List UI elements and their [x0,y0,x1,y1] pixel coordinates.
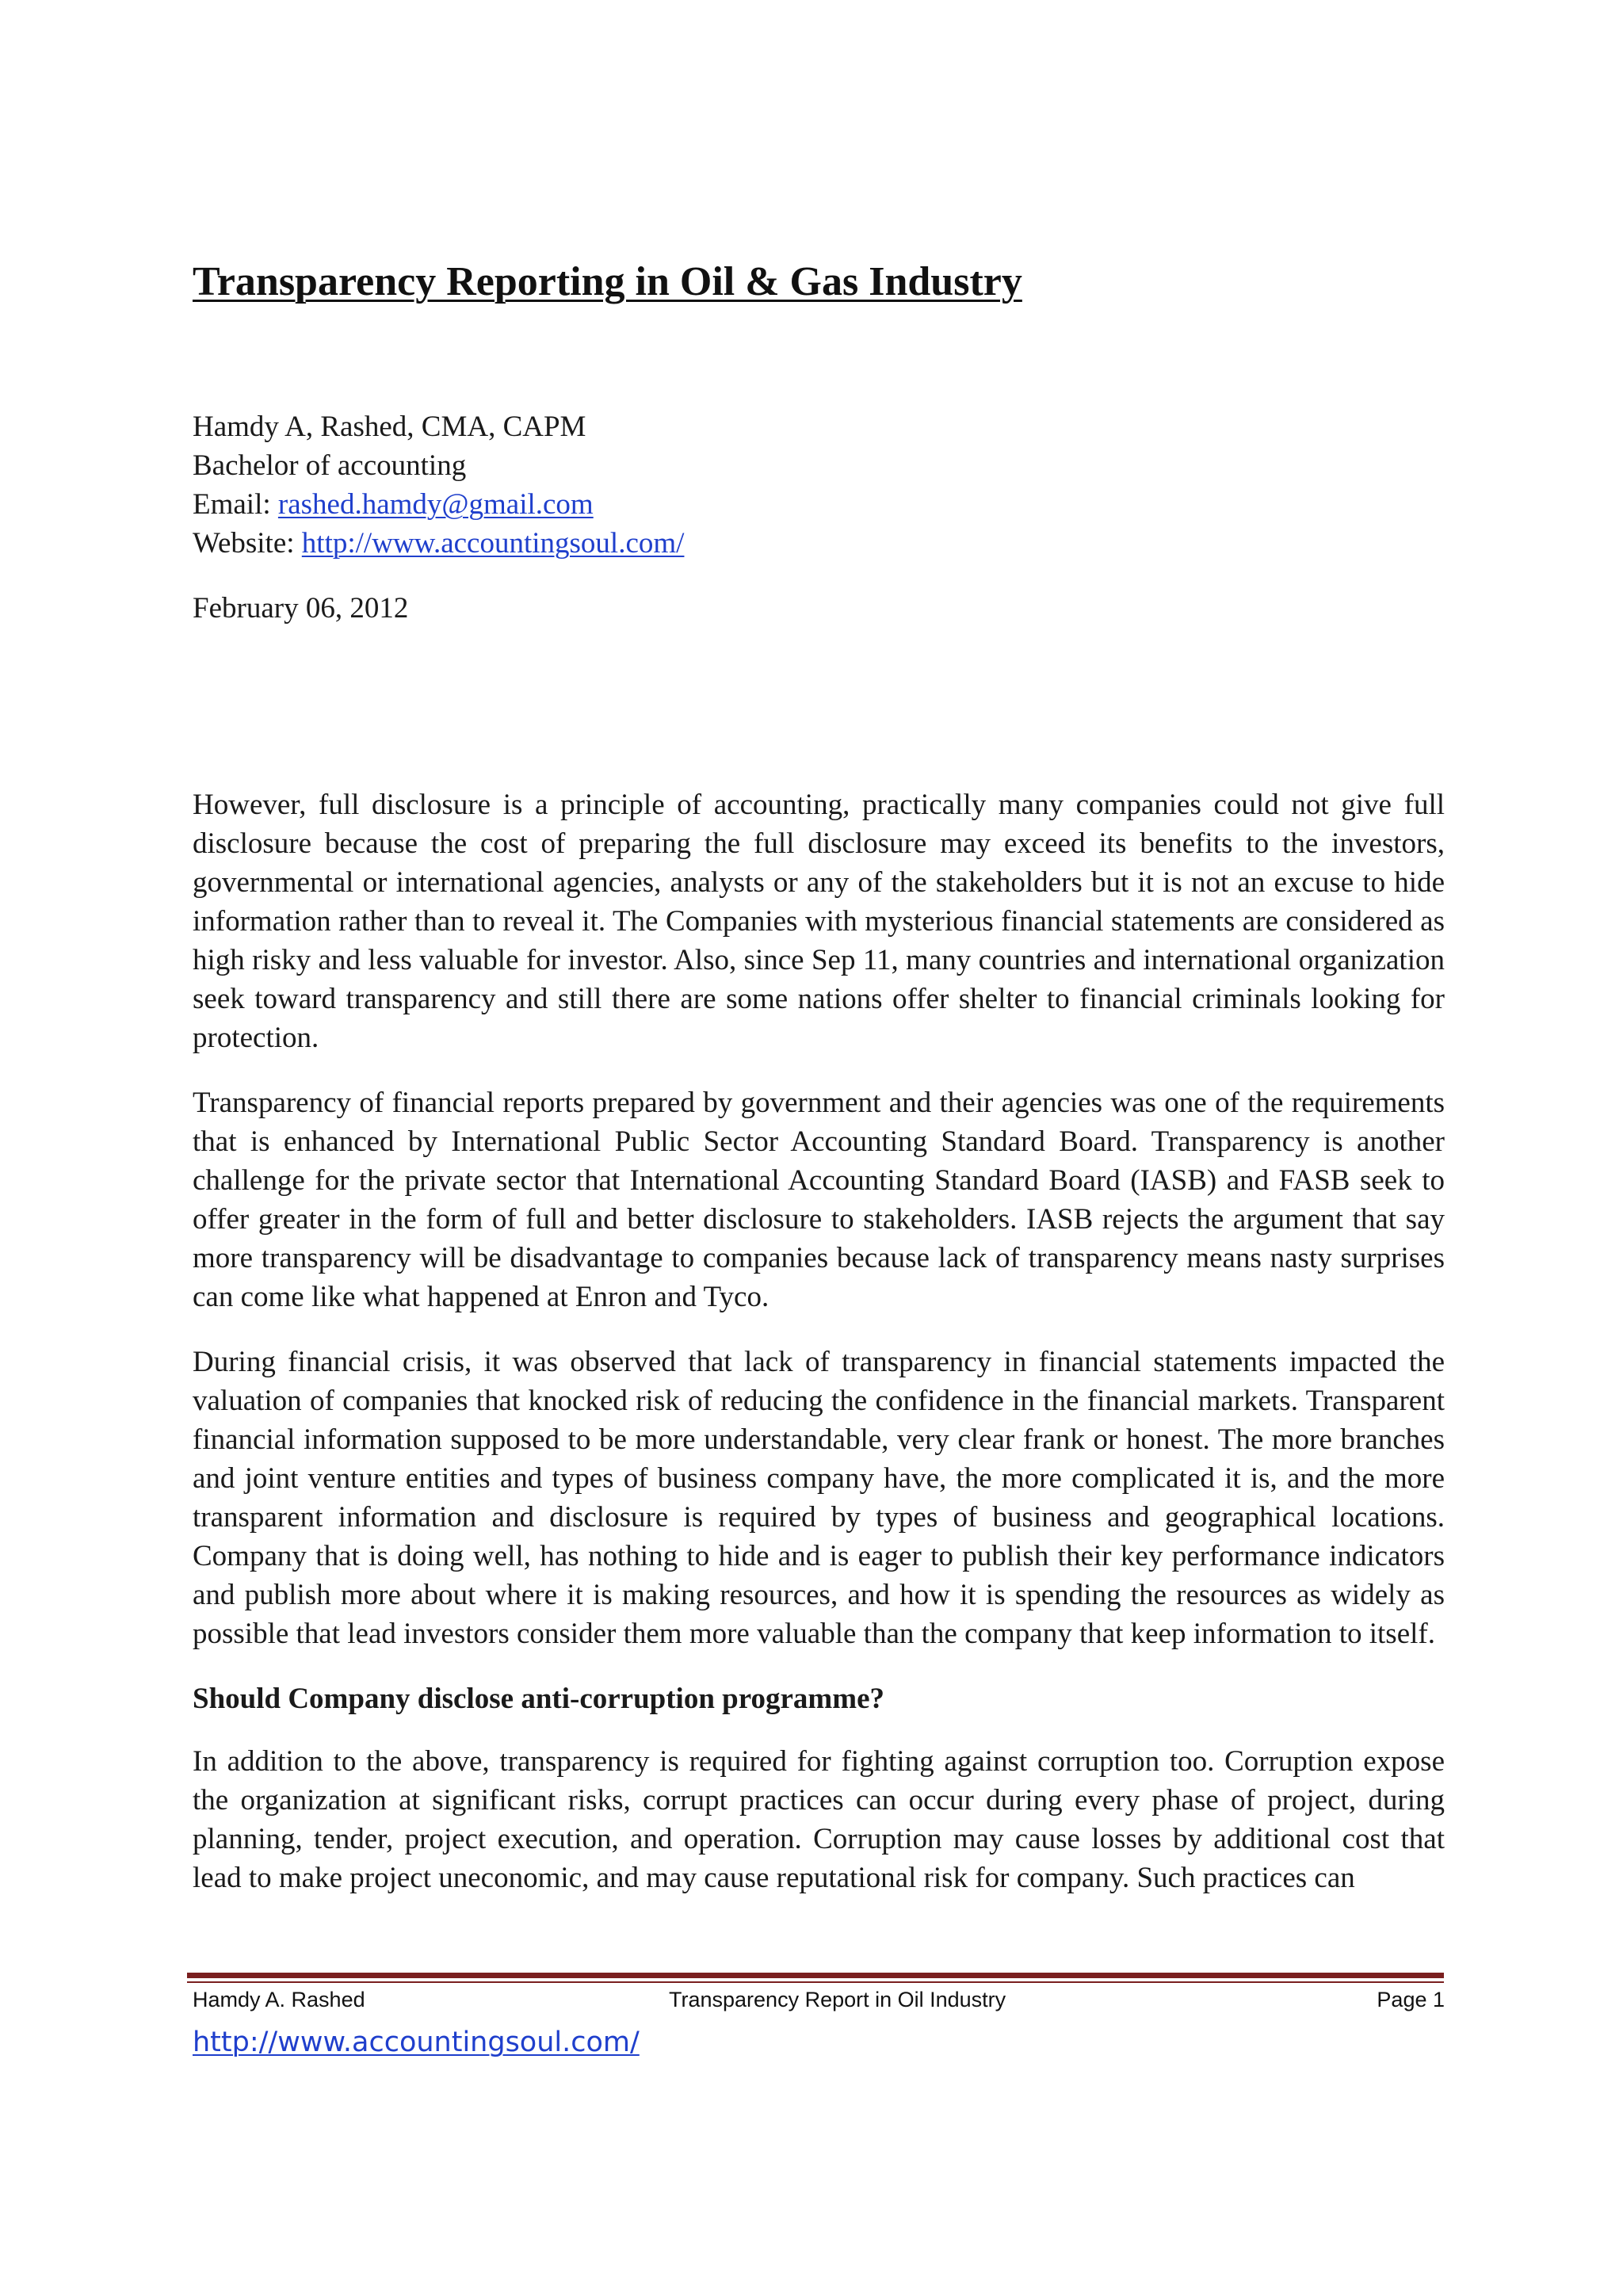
document-date: February 06, 2012 [193,592,409,625]
website-label: Website: [193,527,295,560]
footer-rule-thin [187,1981,1444,1983]
document-title: Transparency Reporting in Oil & Gas Industry [193,259,1022,304]
body-paragraph-3: During financial crisis, it was observed that lack of transparency in financial statements impacted the valuation of companies that knocked risk of reducing the confidence in the financial markets. Transparent financial information supposed to be more understandable, very clear frank or honest. The more branches and joint venture entities and types of business company have, the more complicated it is, and the more transparent information and disclosure is required by types of business and geographical locations. Company that is doing well, has nothing to hide and is eager to publish their key performance indicators and publish more about where it is making resources, and how it is spending the resources as widely as possible that lead investors consider them more valuable than the company that keep information to itself. [193,1346,1445,1650]
email-label: Email: [193,488,271,521]
footer-title: Transparency Report in Oil Industry [669,1988,1006,2011]
body-paragraph-1: However, full disclosure is a principle of accounting, practically many companies could not give full disclosure because the cost of preparing the full disclosure may exceed its benefits to the investors, governmental or international agencies, analysts or any of the stakeholders but it is not an excuse to hide information rather than to reveal it. The Companies with mysterious financial statements are considered as high risky and less valuable for investor. Also, since Sep 11, many countries and international organization seek toward transparency and still there are some nations offer shelter to financial criminals looking for protection. [193,789,1445,1054]
author-degree: Bachelor of accounting [193,449,467,482]
footer-page-number: Page 1 [1377,1988,1445,2011]
page-footer [193,1988,1445,2019]
author-website-line [193,524,684,563]
footer-rule-thick [187,1973,1444,1978]
email-link[interactable]: rashed.hamdy@gmail.com [277,488,594,521]
author-name: Hamdy A, Rashed, CMA, CAPM [193,411,586,443]
author-block [193,407,684,563]
body-paragraph-2: Transparency of financial reports prepared by government and their agencies was one of the requirements that is enhanced by International Public Sector Accounting Standard Board. Transparency is another challenge for the private sector that International Accounting Standard Board (IASB) and FASB seek to offer greater in the form of full and better disclosure to stakeholders. IASB rejects the argument that say more transparency will be disadvantage to companies because lack of transparency means nasty surprises can come like what happened at Enron and Tyco. [193,1087,1445,1313]
body-paragraph-4: In addition to the above, transparency is required for fighting against corruption too. Corruption expose the organization at significant risks, corrupt practices can occur during every phase of project, during planning, tender, project execution, and operation. Corruption may cause losses by additional cost that lead to make project uneconomic, and may cause reputational risk for company. Such practices can [193,1745,1445,1894]
website-link[interactable]: http://www.accountingsoul.com/ [301,527,685,560]
footer-website-link[interactable]: http://www.accountingsoul.com/ [193,2027,640,2058]
footer-author: Hamdy A. Rashed [193,1988,365,2011]
author-email-line [193,485,684,524]
section-heading: Should Company disclose anti-corruption programme? [193,1683,884,1715]
document-body [193,785,1445,1924]
